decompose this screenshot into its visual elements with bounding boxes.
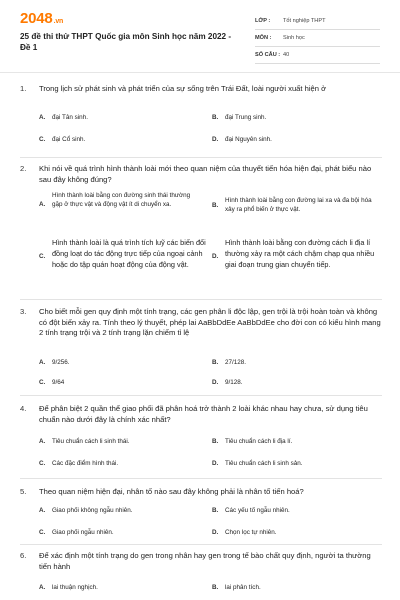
option-b[interactable] (212, 438, 292, 447)
option-text: đại Tân sinh. (52, 114, 88, 121)
option-text: đại Cổ sinh. (52, 136, 86, 143)
option-text: lai thuận nghịch. (52, 584, 98, 591)
option-text: Chọn lọc tự nhiên. (225, 529, 277, 536)
logo-main: 2048 (20, 10, 53, 27)
meta-value: Sinh học (283, 35, 305, 41)
question-number: 1. (20, 84, 27, 93)
option-letter: C. (39, 379, 46, 386)
option-c[interactable] (39, 379, 64, 388)
meta-value: Tốt nghiệp THPT (283, 18, 326, 24)
option-letter: C. (39, 253, 46, 260)
question-5 (20, 487, 382, 539)
option-text: Tiêu chuẩn cách li sinh thái. (52, 438, 130, 445)
question-4 (20, 404, 382, 470)
question-number: 4. (20, 404, 27, 413)
option-a[interactable] (39, 192, 199, 210)
option-letter: C. (39, 136, 46, 143)
option-letter: A. (39, 114, 46, 121)
meta-key: SỐ CÂU : (255, 52, 281, 58)
option-a[interactable] (39, 114, 88, 123)
option-letter: D. (212, 460, 219, 467)
option-text: lai phân tích. (225, 584, 261, 591)
question-text: Để phân biệt 2 quần thể giao phối đã phân hoá trở thành 2 loài khác nhau hay chưa, sử dụng tiêu chuẩn nào dưới đây là chính xác nhất? (39, 404, 368, 424)
question-number: 5. (20, 487, 27, 496)
option-text: Giao phối không ngẫu nhiên. (52, 507, 133, 514)
option-text: đại Nguyên sinh. (225, 136, 272, 143)
question-divider (20, 299, 382, 300)
question-divider (20, 395, 382, 396)
question-text: Cho biết mỗi gen quy định một tính trạng, các gen phân li độc lập, gen trội là trội hoàn toàn và không có đột biến xảy ra. Tính theo lý thuyết, phép lai AaBbDdEe AaBbDdEe cho đời con có kiểu hình mang 2 tính trạng trội và 2 tính trạng lặn chiếm tỉ lệ (39, 307, 381, 337)
logo-suffix: .vn (53, 18, 64, 25)
option-text: Giao phối ngẫu nhiên. (52, 529, 114, 536)
option-text: 9/256. (52, 359, 70, 366)
exam-title: 25 đề thi thử THPT Quốc gia môn Sinh học năm 2022 - Đề 1 (20, 32, 232, 52)
option-letter: B. (212, 359, 219, 366)
question-number: 3. (20, 307, 27, 316)
option-letter: C. (39, 460, 46, 467)
meta-key: MÔN : (255, 35, 272, 41)
exam-meta (255, 13, 380, 64)
option-text: đại Trung sinh. (225, 114, 267, 121)
option-b[interactable] (212, 114, 266, 123)
option-text: Tiêu chuẩn cách li sinh sản. (225, 460, 303, 467)
option-b[interactable] (212, 197, 382, 215)
question-number: 2. (20, 164, 27, 173)
option-a[interactable] (39, 584, 98, 593)
question-divider (20, 157, 382, 158)
meta-key: LỚP : (255, 18, 271, 24)
question-1 (20, 84, 382, 154)
question-6 (20, 551, 382, 598)
option-letter: D. (212, 253, 219, 260)
question-text: Khi nói về quá trình hình thành loài mới theo quan niệm của thuyết tiến hóa hiện đại, phát biểu nào sau đây không đúng? (39, 164, 372, 184)
option-letter: A. (39, 359, 46, 366)
option-a[interactable] (39, 438, 129, 447)
question-2 (20, 164, 382, 299)
option-text: 9/128. (225, 379, 243, 386)
option-b[interactable] (212, 507, 290, 516)
option-text: Hình thành loài là quá trình tích luỹ các biến đổi đồng loạt do tác động trực tiếp của ngoại cảnh hoặc do tập quán hoạt động của động vật. (52, 238, 206, 269)
question-divider (20, 544, 382, 545)
option-c[interactable] (39, 136, 85, 145)
option-letter: A. (39, 584, 46, 591)
option-d[interactable] (212, 136, 272, 145)
header-divider (0, 72, 400, 73)
option-letter: B. (212, 202, 219, 209)
meta-row-count (255, 47, 380, 64)
option-text: 27/128. (225, 359, 247, 366)
option-text: Các yếu tố ngẫu nhiên. (225, 507, 290, 514)
question-text: Trong lịch sử phát sinh và phát triển của sự sống trên Trái Đất, loài người xuất hiện ở (39, 84, 327, 93)
option-a[interactable] (39, 359, 70, 368)
option-letter: B. (212, 507, 219, 514)
question-text: Theo quan niệm hiện đại, nhân tố nào sau đây không phải là nhân tố tiến hoá? (39, 487, 304, 496)
meta-row-class (255, 13, 380, 30)
option-d[interactable] (212, 237, 382, 270)
question-divider (20, 478, 382, 479)
option-letter: A. (39, 438, 46, 445)
option-text: Hình thành loài bằng con đường cách li địa lí thường xảy ra một cách chậm chạp qua nhiều giai đoạn trung gian chuyển tiếp. (225, 238, 375, 269)
option-letter: D. (212, 529, 219, 536)
option-letter: B. (212, 114, 219, 121)
option-text: Các đặc điểm hình thái. (52, 460, 119, 467)
option-c[interactable] (39, 529, 114, 538)
question-number: 6. (20, 551, 27, 560)
option-d[interactable] (212, 379, 243, 388)
site-logo[interactable] (20, 10, 63, 27)
question-text: Để xác định một tính trạng do gen trong nhân hay gen trong tế bào chất quy định, người ta thường tiến hành (39, 551, 371, 571)
option-text: Hình thành loài bằng con đường sinh thái thường gặp ở thực vật và động vật ít di chuyển xa. (52, 192, 191, 208)
option-b[interactable] (212, 359, 246, 368)
option-d[interactable] (212, 460, 302, 469)
option-b[interactable] (212, 584, 261, 593)
option-c[interactable] (39, 460, 118, 469)
option-letter: D. (212, 379, 219, 386)
option-letter: A. (39, 201, 46, 208)
option-c[interactable] (39, 237, 209, 270)
option-text: Hình thành loài bằng con đường lai xa và đa bội hóa xảy ra phổ biến ở thực vật. (225, 197, 372, 213)
option-text: 9/64 (52, 379, 65, 386)
meta-value: 40 (283, 52, 290, 58)
option-letter: B. (212, 438, 219, 445)
meta-row-subject (255, 30, 380, 47)
option-letter: A. (39, 507, 46, 514)
option-text: Tiêu chuẩn cách li địa lí. (225, 438, 293, 445)
option-letter: B. (212, 584, 219, 591)
option-d[interactable] (212, 529, 276, 538)
option-letter: D. (212, 136, 219, 143)
option-a[interactable] (39, 507, 133, 516)
question-3 (20, 307, 382, 387)
option-letter: C. (39, 529, 46, 536)
